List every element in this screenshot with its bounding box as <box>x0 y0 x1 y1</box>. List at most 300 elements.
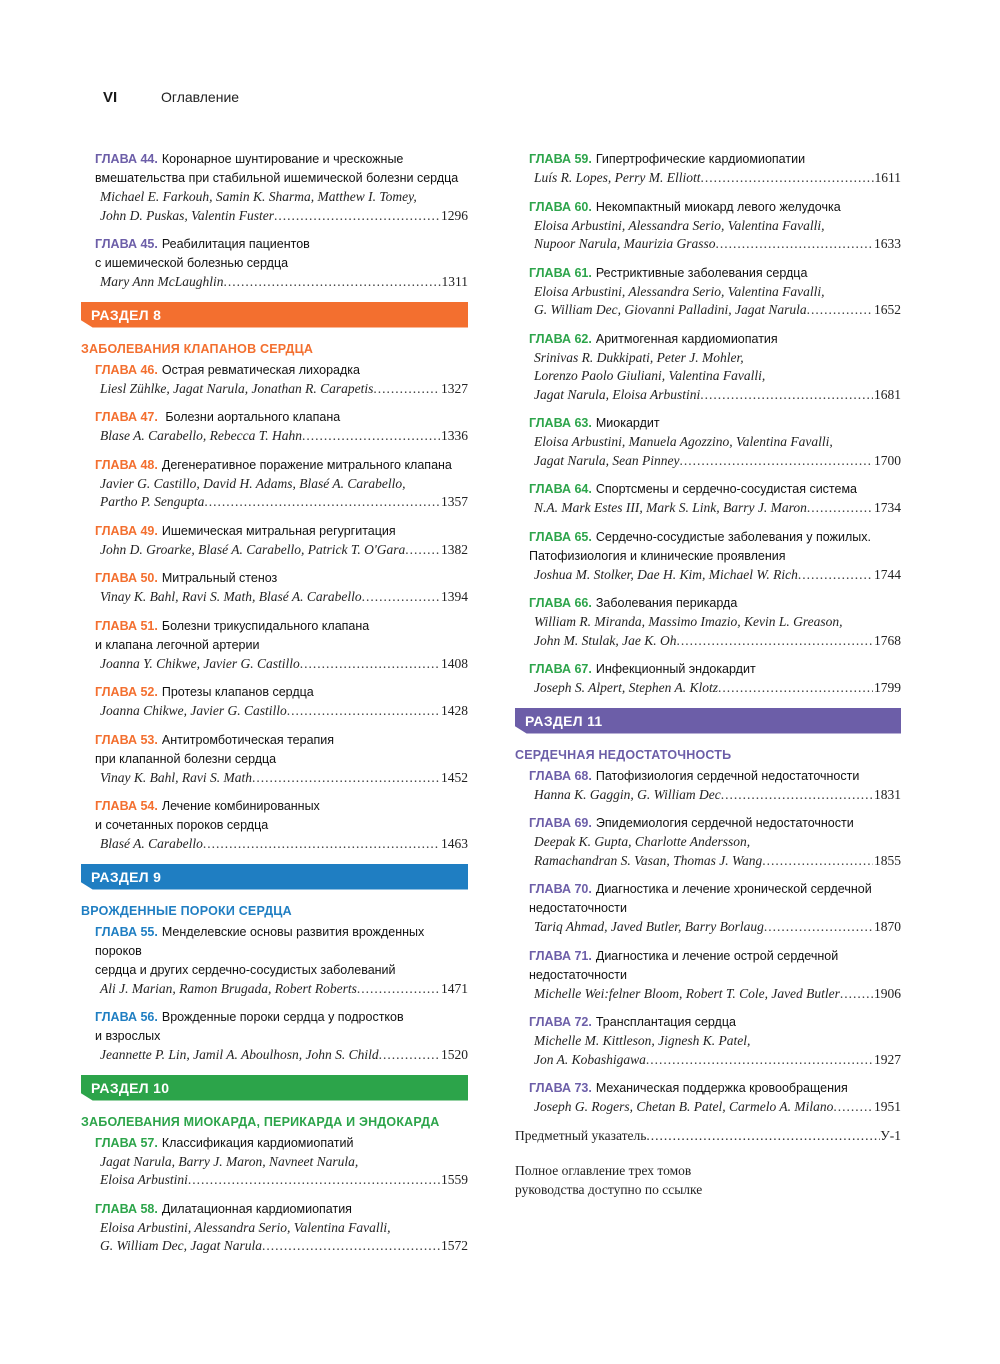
chapter-title: и клапана легочной артерии <box>95 637 260 652</box>
chapter-number: ГЛАВА 48. <box>95 457 158 472</box>
chapter-title: Болезни трикуспидального клапана <box>161 618 370 633</box>
author-line <box>100 493 468 512</box>
chapter-title-line <box>95 923 468 961</box>
section-banner <box>81 302 468 328</box>
author-names: Ramachandran S. Vasan, Thomas J. Wang <box>534 852 763 868</box>
page-number: VI <box>103 89 118 106</box>
chapter-entry[interactable] <box>95 1008 468 1065</box>
author-names: N.A. Mark Estes III, Mark S. Link, Barry J. Maron <box>534 500 807 515</box>
author-line: Javier G. Castillo, David H. Adams, Blasé A. Carabello, <box>100 475 406 491</box>
author-line <box>100 427 468 446</box>
chapter-title-line <box>95 456 468 475</box>
page-header <box>103 89 239 109</box>
chapter-title-line <box>95 569 468 588</box>
page-number: 1611 <box>874 170 901 185</box>
chapter-authors <box>95 1153 468 1190</box>
chapter-title: Аритмогенная кардиомиопатия <box>595 331 778 346</box>
chapter-authors <box>95 1046 468 1065</box>
chapter-entry[interactable] <box>529 264 901 320</box>
chapter-title: Антитромботическая терапия <box>161 732 335 747</box>
chapter-title: Гипертрофические кардиомиопатии <box>595 152 806 166</box>
chapter-authors <box>95 980 468 999</box>
dot-leader <box>700 386 873 405</box>
author-names: Joshua M. Stolker, Dae H. Kim, Michael W. Rich <box>534 566 798 582</box>
chapter-title-line <box>529 966 901 985</box>
dot-leader <box>701 169 874 188</box>
chapter-title-line <box>529 814 901 833</box>
chapter-title: Дегенеративное поражение митрального клапана <box>161 457 452 472</box>
section-label: РАЗДЕЛ 11 <box>525 712 603 729</box>
chapter-title: Лечение комбинированных <box>161 799 320 813</box>
dot-leader <box>840 985 873 1004</box>
chapter-title-line <box>95 1027 468 1046</box>
dot-leader <box>646 1127 880 1145</box>
chapter-authors <box>95 702 468 721</box>
chapter-number: ГЛАВА 73. <box>529 1081 592 1095</box>
author-names: John D. Puskas, Valentin Fuster <box>100 207 274 223</box>
dot-leader <box>807 499 873 518</box>
chapter-title: Патофизиология и клинические проявления <box>529 548 786 563</box>
chapter-authors <box>529 985 901 1004</box>
chapter-authors <box>95 273 468 292</box>
author-line <box>100 588 468 607</box>
chapter-title: Заболевания перикарда <box>595 596 738 610</box>
page-number: 1471 <box>441 980 468 996</box>
chapter-authors <box>529 833 901 870</box>
chapter-entry[interactable] <box>529 594 901 650</box>
page-number: 1927 <box>874 1051 901 1067</box>
chapter-entry[interactable] <box>95 456 468 512</box>
section-label: РАЗДЕЛ 9 <box>91 868 162 885</box>
chapter-number: ГЛАВА 44. <box>95 152 158 166</box>
chapter-title: и взрослых <box>95 1029 161 1043</box>
page-number: 1296 <box>441 207 468 223</box>
dot-leader <box>718 679 873 698</box>
chapter-entry[interactable] <box>95 150 468 225</box>
author-line: Deepak K. Gupta, Charlotte Andersson, <box>534 834 751 849</box>
section-title: СЕРДЕЧНАЯ НЕДОСТАТОЧНОСТЬ <box>515 747 732 762</box>
chapter-title: недостаточности <box>529 967 627 982</box>
chapter-title-line <box>529 660 901 679</box>
page-number: 1336 <box>441 428 468 443</box>
chapter-number: ГЛАВА 65. <box>529 529 592 544</box>
chapter-title-line <box>529 1079 901 1098</box>
chapter-number: ГЛАВА 52. <box>95 685 158 699</box>
note-line: Полное оглавление трех томов <box>515 1162 692 1178</box>
chapter-entry[interactable] <box>529 414 901 470</box>
chapter-number: ГЛАВА 64. <box>529 482 592 496</box>
chapter-number: ГЛАВА 55. <box>95 924 158 939</box>
chapter-entry[interactable] <box>529 947 901 1004</box>
author-names: G. William Dec, Jagat Narula <box>100 1238 262 1253</box>
page-number: 1799 <box>874 680 901 695</box>
author-line <box>534 169 901 188</box>
chapter-title-line <box>95 1008 468 1027</box>
chapter-number: ГЛАВА 50. <box>95 571 158 585</box>
chapter-title: и сочетанных пороков сердца <box>95 818 269 832</box>
chapter-title-line <box>95 235 468 254</box>
author-line <box>534 499 901 518</box>
page-number: 1408 <box>441 655 468 671</box>
chapter-title-line <box>95 636 468 655</box>
subject-index-label: Предметный указатель <box>515 1127 647 1143</box>
chapter-entry[interactable] <box>529 814 901 870</box>
chapter-entry[interactable] <box>95 408 468 446</box>
page-number: 1855 <box>874 852 901 868</box>
section-title: ВРОЖДЕННЫЕ ПОРОКИ СЕРДЦА <box>81 903 292 918</box>
chapter-title-line <box>529 880 901 899</box>
author-line: William R. Miranda, Massimo Imazio, Kevin L. Greason, <box>534 614 843 629</box>
chapter-title: Диагностика и лечение острой сердечной <box>595 948 839 963</box>
chapter-title: Классификация кардиомиопатий <box>161 1135 354 1150</box>
chapter-entry[interactable] <box>95 1200 468 1256</box>
author-names: Tariq Ahmad, Javed Butler, Barry Borlaug <box>534 919 764 934</box>
chapter-authors <box>529 786 901 805</box>
author-line: Eloisa Arbustini, Manuela Agozzino, Valentina Favalli, <box>534 434 833 449</box>
author-names: Joanna Y. Chikwe, Javier G. Castillo <box>100 655 300 671</box>
chapter-authors <box>529 1032 901 1069</box>
page-number: 1452 <box>441 769 468 785</box>
chapter-title: Сердечно-сосудистые заболевания у пожилых. <box>595 529 871 544</box>
dot-leader <box>287 702 440 721</box>
dot-leader <box>274 207 440 226</box>
page-number: 1572 <box>441 1238 468 1253</box>
author-names: Eloisa Arbustini <box>100 1172 188 1187</box>
page-number: 1700 <box>874 452 901 468</box>
chapter-title-line <box>95 750 468 769</box>
author-line <box>534 852 901 871</box>
chapter-authors <box>95 427 468 446</box>
author-line <box>100 380 468 399</box>
author-names: Vinay K. Bahl, Ravi S. Math <box>100 769 252 785</box>
chapter-title: Ишемическая митральная регургитация <box>161 523 396 538</box>
chapter-title: Механическая поддержка кровообращения <box>595 1081 848 1095</box>
author-line <box>534 566 901 585</box>
page-number: 1768 <box>874 632 901 648</box>
dot-leader <box>204 493 440 512</box>
dot-leader <box>302 427 440 446</box>
chapter-number: ГЛАВА 57. <box>95 1135 158 1150</box>
chapter-title-line <box>95 617 468 636</box>
chapter-title: при клапанной болезни сердца <box>95 751 277 766</box>
page-number: 1652 <box>874 302 901 317</box>
section-title: ЗАБОЛЕВАНИЯ КЛАПАНОВ СЕРДЦА <box>81 341 314 356</box>
chapter-authors <box>529 169 901 188</box>
chapter-authors <box>529 1098 901 1117</box>
chapter-entry[interactable] <box>529 330 901 405</box>
chapter-number: ГЛАВА 61. <box>529 265 592 280</box>
dot-leader <box>676 632 873 651</box>
author-line: Michelle M. Kittleson, Jignesh K. Patel, <box>534 1033 751 1048</box>
chapter-title-line <box>95 797 468 816</box>
chapter-entry[interactable] <box>529 767 901 805</box>
chapter-entry[interactable] <box>95 569 468 607</box>
chapter-entry[interactable] <box>95 522 468 560</box>
chapter-number: ГЛАВА 67. <box>529 662 592 676</box>
chapter-title: Эпидемиология сердечной недостаточности <box>595 816 854 830</box>
chapter-title: Диагностика и лечение хронической сердечной <box>595 882 872 896</box>
dot-leader <box>262 1237 440 1256</box>
author-line <box>100 207 468 226</box>
chapter-entry[interactable] <box>95 361 468 399</box>
chapter-title-line <box>95 961 468 980</box>
chapter-number: ГЛАВА 66. <box>529 596 592 610</box>
author-line <box>100 702 468 721</box>
author-line <box>100 1046 468 1065</box>
chapter-entry[interactable] <box>95 617 468 674</box>
page-number: 1734 <box>874 500 901 515</box>
author-line: Michael E. Farkouh, Samin K. Sharma, Matthew I. Tomey, <box>100 189 417 204</box>
chapter-number: ГЛАВА 69. <box>529 816 592 830</box>
chapter-entry[interactable] <box>95 1134 468 1190</box>
author-line: Eloisa Arbustini, Alessandra Serio, Valentina Favalli, <box>534 283 825 299</box>
chapter-title-line <box>95 254 468 273</box>
page-number: 1357 <box>441 494 468 509</box>
dot-leader <box>373 380 440 399</box>
section-title: ЗАБОЛЕВАНИЯ МИОКАРДА, ПЕРИКАРДА И ЭНДОКАРДА <box>81 1114 440 1129</box>
chapter-number: ГЛАВА 49. <box>95 523 158 538</box>
subject-index-entry[interactable] <box>515 1127 901 1145</box>
note-line: руководства доступно по ссылке <box>515 1181 703 1197</box>
chapter-title: Спортсмены и сердечно-сосудистая система <box>595 482 858 496</box>
chapter-title-line <box>529 767 901 786</box>
page-number: 1382 <box>441 541 468 557</box>
chapter-authors <box>95 380 468 399</box>
author-line <box>534 985 901 1004</box>
chapter-number: ГЛАВА 47. <box>95 410 158 424</box>
page-number: 1463 <box>441 836 468 851</box>
chapter-title: с ишемической болезнью сердца <box>95 256 289 270</box>
chapter-number: ГЛАВА 71. <box>529 948 592 963</box>
chapter-authors <box>95 769 468 788</box>
dot-leader <box>362 588 440 607</box>
author-line: Eloisa Arbustini, Alessandra Serio, Valentina Favalli, <box>534 217 825 233</box>
chapter-number: ГЛАВА 70. <box>529 882 592 896</box>
chapter-title: Протезы клапанов сердца <box>161 685 314 699</box>
author-names: Luís R. Lopes, Perry M. Elliott <box>534 170 701 185</box>
author-names: Blase A. Carabello, Rebecca T. Hahn <box>100 428 302 443</box>
chapter-title: Некомпактный миокард левого желудочка <box>595 199 841 214</box>
dot-leader <box>405 541 440 560</box>
chapter-title-line <box>529 547 901 566</box>
page-number: 1327 <box>441 380 468 396</box>
chapter-title-line <box>529 899 901 918</box>
author-line <box>100 1171 468 1190</box>
author-line <box>100 655 468 674</box>
author-line: Srinivas R. Dukkipati, Peter J. Mohler, <box>534 349 744 365</box>
dot-leader <box>716 235 873 254</box>
chapter-entry[interactable] <box>95 683 468 721</box>
chapter-entry[interactable] <box>529 528 901 585</box>
author-names: John D. Groarke, Blasé A. Carabello, Patrick T. O'Gara <box>100 541 406 557</box>
author-line <box>534 235 901 254</box>
chapter-number: ГЛАВА 72. <box>529 1015 592 1029</box>
chapter-title-line <box>529 414 901 433</box>
chapter-authors <box>529 613 901 650</box>
chapter-title: Менделевские основы развития врожденных пороков <box>95 924 425 958</box>
chapter-entry[interactable] <box>529 150 901 188</box>
subject-index-page: У-1 <box>880 1127 901 1143</box>
chapter-entry[interactable] <box>529 1079 901 1117</box>
chapter-authors <box>529 349 901 405</box>
chapter-number: ГЛАВА 58. <box>95 1201 158 1216</box>
chapter-title-line <box>529 264 901 283</box>
chapter-title: Миокардит <box>595 416 660 430</box>
chapter-title: Митральный стеноз <box>161 571 278 585</box>
chapter-title: Трансплантация сердца <box>595 1015 736 1029</box>
chapter-authors <box>529 566 901 585</box>
chapter-title: вмешательства при стабильной ишемической болезни сердца <box>95 171 459 185</box>
chapter-title-line <box>529 480 901 499</box>
chapter-number: ГЛАВА 60. <box>529 199 592 214</box>
author-names: Joanna Chikwe, Javier G. Castillo <box>100 703 287 718</box>
page-number: 1394 <box>441 589 468 604</box>
chapter-title: Врожденные пороки сердца у подростков <box>161 1010 404 1024</box>
chapter-entry[interactable] <box>95 731 468 788</box>
author-names: Michelle Wei:felner Bloom, Robert T. Cole, Javed Butler <box>534 985 840 1001</box>
dot-leader <box>721 786 873 805</box>
page-number: 1744 <box>874 566 901 582</box>
chapter-title-line <box>529 947 901 966</box>
page-number: 1681 <box>874 386 901 402</box>
chapter-entry[interactable] <box>95 923 468 999</box>
chapter-title-line <box>95 522 468 541</box>
dot-leader <box>646 1051 873 1070</box>
dot-leader <box>762 852 873 871</box>
section-banner <box>81 1075 468 1101</box>
chapter-title-line <box>95 361 468 380</box>
chapter-title-line <box>529 594 901 613</box>
chapter-authors <box>95 475 468 512</box>
chapter-title: Инфекционный эндокардит <box>595 662 756 676</box>
chapter-number: ГЛАВА 51. <box>95 618 158 633</box>
chapter-number: ГЛАВА 63. <box>529 416 592 430</box>
chapter-authors <box>95 835 468 854</box>
chapter-title: Коронарное шунтирование и чрескожные <box>161 152 404 166</box>
page-number: 1520 <box>441 1047 468 1062</box>
author-line <box>534 301 901 320</box>
chapter-title-line <box>95 816 468 835</box>
dot-leader <box>379 1046 440 1065</box>
author-names: John M. Stulak, Jae K. Oh <box>534 632 677 648</box>
author-line <box>100 769 468 788</box>
page-number: 1870 <box>874 919 901 934</box>
chapter-title-line <box>529 528 901 547</box>
author-names: Liesl Zühlke, Jagat Narula, Jonathan R. Carapetis <box>100 380 374 396</box>
author-names: Mary Ann McLaughlin <box>100 274 224 289</box>
page-number: 1633 <box>874 236 901 251</box>
section-banner <box>81 864 468 890</box>
author-line <box>534 386 901 405</box>
author-names: Jon A. Kobashigawa <box>534 1051 646 1067</box>
chapter-authors <box>529 217 901 254</box>
chapter-number: ГЛАВА 59. <box>529 152 592 166</box>
author-names: Ali J. Marian, Ramon Brugada, Robert Roberts <box>100 980 357 996</box>
chapter-number: ГЛАВА 53. <box>95 732 158 747</box>
chapter-entry[interactable] <box>95 797 468 854</box>
dot-leader <box>188 1171 440 1190</box>
chapter-entry[interactable] <box>529 880 901 937</box>
chapter-title-line <box>95 1200 468 1219</box>
author-line: Lorenzo Paolo Giuliani, Valentina Favalli, <box>534 368 766 383</box>
chapter-number: ГЛАВА 56. <box>95 1010 158 1024</box>
author-names: Vinay K. Bahl, Ravi S. Math, Blasé A. Carabello <box>100 589 362 604</box>
dot-leader <box>798 566 873 585</box>
author-line: Jagat Narula, Barry J. Maron, Navneet Narula, <box>100 1153 359 1169</box>
dot-leader <box>300 655 440 674</box>
chapter-number: ГЛАВА 45. <box>95 237 158 251</box>
chapter-entry[interactable] <box>95 235 468 292</box>
dot-leader <box>203 835 440 854</box>
author-line <box>100 835 468 854</box>
chapter-title: Патофизиология сердечной недостаточности <box>595 768 860 783</box>
author-names: G. William Dec, Giovanni Palladini, Jagat Narula <box>534 302 807 317</box>
chapter-number: ГЛАВА 62. <box>529 331 592 346</box>
chapter-title: Болезни аортального клапана <box>161 410 341 424</box>
page-number: 1831 <box>874 786 901 802</box>
author-names: Jeannette P. Lin, Jamil A. Aboulhosn, John S. Child <box>100 1047 379 1062</box>
chapter-title-line <box>95 683 468 702</box>
section-banner <box>515 708 901 734</box>
chapter-title-line <box>529 1013 901 1032</box>
chapter-authors <box>529 283 901 320</box>
chapter-title-line <box>95 1134 468 1153</box>
author-line <box>534 679 901 698</box>
chapter-authors <box>95 588 468 607</box>
author-names: Jagat Narula, Eloisa Arbustini <box>534 386 701 402</box>
author-names: Jagat Narula, Sean Pinney <box>534 452 680 468</box>
chapter-title-line <box>529 198 901 217</box>
chapter-number: ГЛАВА 68. <box>529 768 592 783</box>
chapter-title: Рестриктивные заболевания сердца <box>595 265 808 280</box>
page-number: 1559 <box>441 1172 468 1187</box>
chapter-entry[interactable] <box>529 1013 901 1069</box>
dot-leader <box>357 980 440 999</box>
dot-leader <box>764 918 873 937</box>
chapter-title: Реабилитация пациентов <box>161 237 310 251</box>
author-line <box>534 786 901 805</box>
chapter-entry[interactable] <box>529 198 901 254</box>
page-number: 1311 <box>441 274 468 289</box>
page-number: 1951 <box>874 1099 901 1114</box>
author-line <box>100 541 468 560</box>
chapter-authors <box>529 918 901 937</box>
dot-leader <box>679 452 873 471</box>
author-line <box>100 273 468 292</box>
dot-leader <box>807 301 873 320</box>
section-label: РАЗДЕЛ 8 <box>91 306 162 323</box>
chapter-entry[interactable] <box>529 660 901 698</box>
chapter-entry[interactable] <box>529 480 901 518</box>
chapter-authors <box>529 679 901 698</box>
chapter-authors <box>95 541 468 560</box>
author-line <box>534 632 901 651</box>
author-names: Blasé A. Carabello <box>100 836 203 851</box>
chapter-authors <box>95 188 468 225</box>
toc-left-column <box>81 150 468 1266</box>
chapter-title-line <box>529 150 901 169</box>
dot-leader <box>252 769 440 788</box>
dot-leader <box>833 1098 873 1117</box>
author-names: Hanna K. Gaggin, G. William Dec <box>534 786 721 802</box>
chapter-authors <box>95 1219 468 1256</box>
author-names: Nupoor Narula, Maurizia Grasso <box>534 236 716 251</box>
chapter-title: сердца и других сердечно-сосудистых заболеваний <box>95 962 396 977</box>
chapter-title-line <box>529 330 901 349</box>
dot-leader <box>224 273 441 292</box>
chapter-title-line <box>95 150 468 169</box>
chapter-authors <box>529 433 901 470</box>
